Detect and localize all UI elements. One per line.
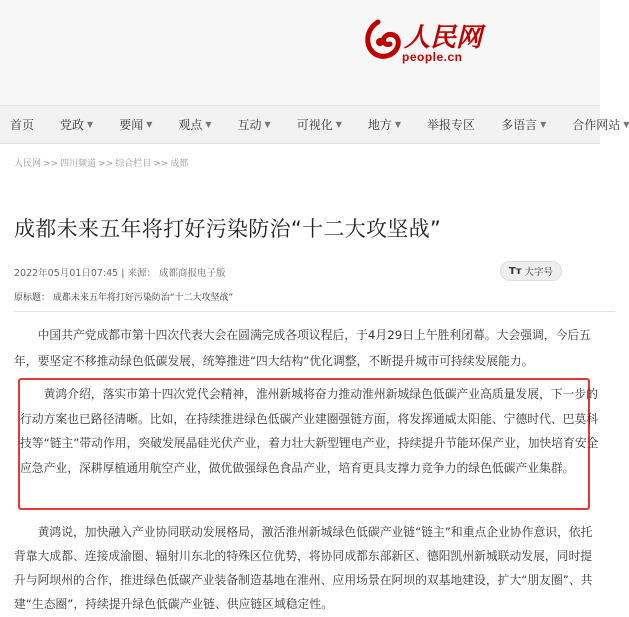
breadcrumb-separator: >> — [153, 159, 169, 169]
breadcrumb-link[interactable]: 综合栏目 — [115, 159, 152, 169]
main-nav — [0, 106, 629, 144]
logo-text: 人民网 — [404, 23, 483, 53]
nav-item[interactable] — [60, 116, 93, 133]
chevron-down-icon: ▼ — [264, 120, 271, 129]
nav-item-label: 党政 — [60, 118, 85, 132]
nav-item[interactable] — [427, 116, 475, 133]
nav-item[interactable] — [178, 116, 211, 133]
breadcrumb — [14, 156, 190, 169]
nav-item[interactable] — [119, 116, 152, 133]
nav-item[interactable] — [572, 116, 629, 133]
breadcrumb-link[interactable]: 成都 — [170, 159, 189, 169]
site-header — [0, 0, 600, 106]
paragraph-1: 中国共产党成都市第十四次代表大会在圆满完成各项议程后，于4月29日上午胜利闭幕。大会强调，今后五年，要坚定不移推动绿色低碳发展，统筹推进“四大结构”优化调整，不断提升城市可持续发展能力。 — [14, 328, 591, 368]
paragraph-3: 黄鸿说，加快融入产业协同联动发展格局，激活淮州新城绿色低碳产业链“链主”和重点企业协作意识，依托背靠大成都、连接成渝圈、辐射川东北的特殊区位优势，将协同成都东部新区、德阳凯州新城联动发展，同时提升与阿坝州的合作，推进绿色低碳产业装备制造基地在淮州、应用场景在阿坝的双基地建设，扩大“朋友圈”、共建“生态圈”，持续提升绿色低碳产业链、供应链区域稳定性。 — [14, 525, 593, 611]
font-size-label: 大字号 — [524, 267, 554, 278]
nav-item[interactable] — [10, 116, 34, 133]
nav-item[interactable] — [368, 116, 401, 133]
chevron-down-icon: ▼ — [146, 120, 153, 129]
breadcrumb-link[interactable]: 人民网 — [14, 159, 42, 169]
article-meta: 2022年05月01日07:45 | 来源： 成都商报电子版 — [14, 268, 226, 279]
nav-item[interactable] — [501, 116, 546, 133]
breadcrumb-separator: >> — [43, 159, 59, 169]
logo-site-text[interactable]: people.cn — [402, 50, 463, 64]
nav-item-label: 可视化 — [296, 118, 333, 132]
nav-item-label: 多语言 — [501, 118, 538, 132]
chevron-down-icon: ▼ — [394, 120, 402, 129]
nav-item-label: 举报专区 — [427, 118, 476, 132]
font-size-icon: Tт — [508, 265, 522, 277]
chevron-down-icon: ▼ — [335, 120, 342, 129]
nav-item-label: 地方 — [367, 118, 392, 132]
nav-item-label: 合作网站 — [572, 118, 621, 132]
font-size-button[interactable] — [500, 261, 562, 281]
chevron-down-icon: ▼ — [205, 120, 212, 129]
nav-item-label: 观点 — [178, 118, 203, 132]
page-title: 成都未来五年将打好污染防治“十二大攻坚战” — [14, 217, 442, 241]
nav-item-label: 互动 — [237, 118, 262, 132]
chevron-down-icon: ▼ — [87, 120, 94, 129]
original-title: 原标题： 成都未来五年将打好污染防治“十二大攻坚战” — [14, 290, 615, 312]
breadcrumb-link[interactable]: 四川频道 — [60, 159, 97, 169]
nav-item-label: 首页 — [10, 118, 35, 132]
breadcrumb-separator: >> — [98, 159, 114, 169]
paragraph-2: 黄鸿介绍，落实市第十四次党代会精神，淮州新城将奋力推动淮州新城绿色低碳产业高质量发展，下一步的行动方案也已路径清晰。比如，在持续推进绿色低碳产业建圈强链方面，将发挥通威太阳能、宁德时代、巴莫科技等“链主”带动作用，突破发展晶硅光伏产业，着力壮大新型锂电产业，持续提升节能环保产业，加快培育安全应急产业，深耕厚植通用航空产业，做优做强绿色食品产业，培育更具支撑力竞争力的绿色低碳产业集群。 — [20, 387, 599, 475]
nav-item[interactable] — [297, 116, 342, 133]
nav-item[interactable] — [238, 116, 271, 133]
chevron-down-icon: ▼ — [540, 120, 547, 129]
nav-item-label: 要闻 — [119, 118, 144, 132]
chevron-down-icon: ▼ — [623, 120, 629, 129]
